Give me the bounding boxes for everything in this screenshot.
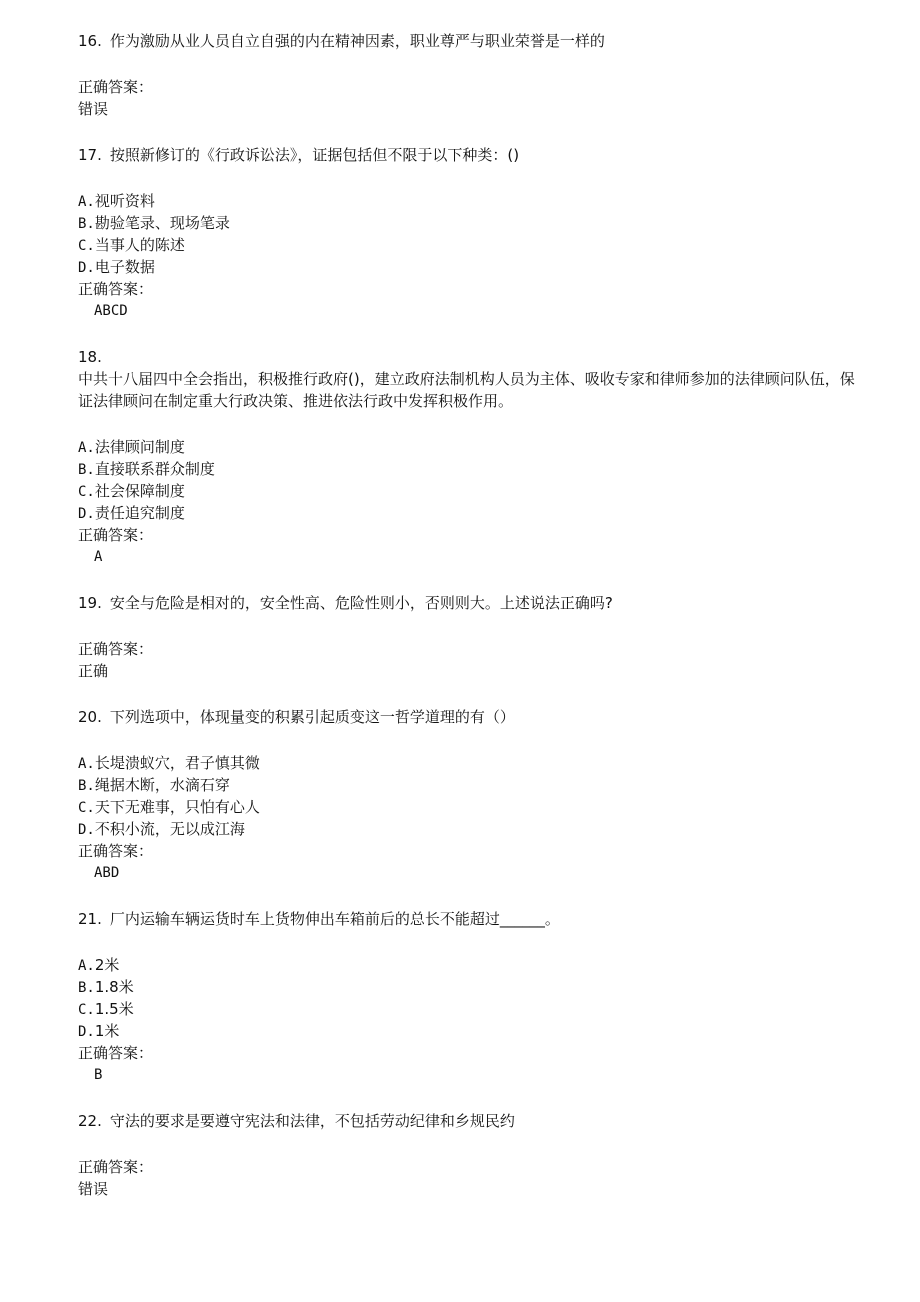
question-title [78, 144, 858, 166]
option-c: C.社会保障制度 [78, 482, 185, 500]
question-21 [78, 908, 858, 1086]
question-number-line: 18. [78, 348, 102, 366]
question-text: 厂内运输车辆运货时车上货物伸出车箱前后的总长不能超过______。 [109, 910, 560, 928]
question-16 [78, 30, 858, 120]
answer-value: 正确 [78, 662, 109, 680]
option-c: C.当事人的陈述 [78, 236, 185, 254]
option-c: C.天下无难事，只怕有心人 [78, 798, 260, 816]
question-18 [78, 346, 858, 568]
answer-label: 正确答案： [78, 1044, 154, 1062]
question-number: 20. [78, 708, 102, 726]
question-text: 按照新修订的《行政诉讼法》，证据包括但不限于以下种类：() [109, 146, 520, 164]
question-text: 安全与危险是相对的，安全性高、危险性则小，否则则大。上述说法正确吗? [109, 594, 613, 612]
option-c: C.1.5米 [78, 1000, 134, 1018]
option-a: A.法律顾问制度 [78, 438, 185, 456]
question-text: 中共十八届四中全会指出，积极推行政府()，建立政府法制机构人员为主体、吸收专家和律师参加的法律顾问队伍，保证法律顾问在制定重大行政决策、推进依法行政中发挥积极作用。 [78, 370, 855, 410]
question-20 [78, 706, 858, 884]
answer-label: 正确答案： [78, 78, 154, 96]
answer-value: ABD [94, 865, 120, 881]
options-list [78, 752, 858, 840]
option-d: D.1米 [78, 1022, 120, 1040]
question-number: 16. [78, 32, 102, 50]
option-d: D.不积小流，无以成江海 [78, 820, 245, 838]
options-list [78, 954, 858, 1042]
question-title [78, 592, 858, 614]
question-title [78, 1110, 858, 1132]
question-17 [78, 144, 858, 322]
answer-value: B [94, 1067, 103, 1083]
answer-value: 错误 [78, 100, 109, 118]
question-title [78, 706, 858, 728]
answer-label: 正确答案： [78, 280, 154, 298]
question-number: 19. [78, 594, 102, 612]
option-a: A.视听资料 [78, 192, 155, 210]
option-b: B.勘验笔录、现场笔录 [78, 214, 230, 232]
options-list [78, 436, 858, 524]
option-b: B.绳据木断，水滴石穿 [78, 776, 230, 794]
question-text: 下列选项中，体现量变的积累引起质变这一哲学道理的有（） [109, 708, 515, 726]
answer-label: 正确答案： [78, 842, 154, 860]
answer-label: 正确答案： [78, 526, 154, 544]
question-22 [78, 1110, 858, 1200]
question-19 [78, 592, 858, 682]
question-number: 21. [78, 910, 102, 928]
options-list [78, 190, 858, 278]
answer-value: ABCD [94, 303, 128, 319]
answer-value: 错误 [78, 1180, 109, 1198]
question-text: 守法的要求是要遵守宪法和法律，不包括劳动纪律和乡规民约 [109, 1112, 515, 1130]
option-b: B.1.8米 [78, 978, 134, 996]
answer-value: A [94, 549, 103, 565]
answer-label: 正确答案： [78, 640, 154, 658]
option-b: B.直接联系群众制度 [78, 460, 215, 478]
option-d: D.责任追究制度 [78, 504, 185, 522]
answer-label: 正确答案： [78, 1158, 154, 1176]
question-text: 作为激励从业人员自立自强的内在精神因素，职业尊严与职业荣誉是一样的 [109, 32, 605, 50]
option-a: A.2米 [78, 956, 120, 974]
option-d: D.电子数据 [78, 258, 155, 276]
question-number: 17. [78, 146, 102, 164]
question-number: 22. [78, 1112, 102, 1130]
question-title [78, 908, 858, 930]
question-title [78, 30, 858, 52]
option-a: A.长堤溃蚁穴，君子慎其微 [78, 754, 260, 772]
document-page [78, 30, 858, 1200]
